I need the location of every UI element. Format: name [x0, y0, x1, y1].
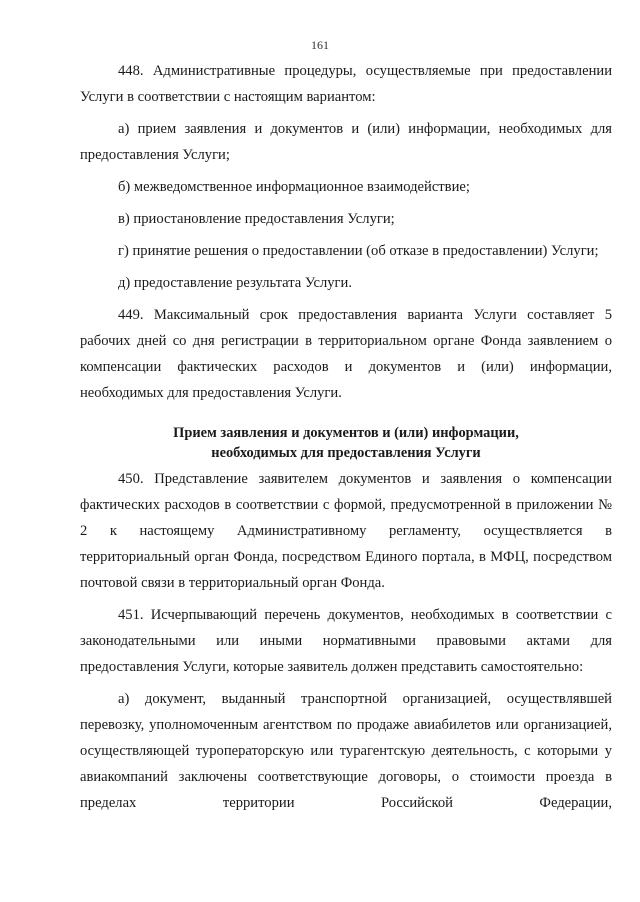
paragraph-448-a: а) прием заявления и документов и (или) информации, необходимых для предоставления Услуги;	[80, 121, 612, 163]
paragraph-448-d: г) принятие решения о предоставлении (об отказе в предоставлении) Услуги;	[118, 243, 599, 259]
body-text-top	[80, 58, 612, 406]
page-number: 161	[311, 38, 329, 52]
body-text-bottom	[80, 466, 612, 816]
paragraph-449: 449. Максимальный срок предоставления варианта Услуги составляет 5 рабочих дней со дня регистрации в территориальном органе Фонда заявлением о компенсации фактических расходов и документов и (или) информации, необходимых для предоставления Услуги.	[80, 307, 612, 401]
paragraph-451-a: а) документ, выданный транспортной организацией, осуществлявшей перевозку, уполномоченным агентством по продаже авиабилетов или организацией, осуществляющей туроператорскую или турагентскую деятельность, с которыми у авиакомпаний заключены соответствующие договоры, о стоимости проезда в пределах территории Российской Федерации,	[80, 691, 612, 811]
paragraph-448-e: д) предоставление результата Услуги.	[118, 275, 352, 291]
paragraph-451: 451. Исчерпывающий перечень документов, необходимых в соответствии с законодательными или иными нормативными правовыми актами для предоставления Услуги, которые заявитель должен представить самостоятельно:	[80, 607, 612, 675]
heading-line-2: необходимых для предоставления Услуги	[211, 445, 481, 461]
paragraph-448: 448. Административные процедуры, осуществляемые при предоставлении Услуги в соответствии с настоящим вариантом:	[80, 63, 612, 105]
paragraph-448-b: б) межведомственное информационное взаимодействие;	[118, 179, 470, 195]
paragraph-450: 450. Представление заявителем документов и заявления о компенсации фактических расходов в соответствии с формой, предусмотренной в приложении № 2 к настоящему Административному регламенту, осуществляется в территориальный орган Фонда, посредством Единого портала, в МФЦ, посредством почтовой связи в территориальный орган Фонда.	[80, 471, 612, 591]
section-heading	[80, 423, 612, 463]
heading-line-1: Прием заявления и документов и (или) информации,	[173, 425, 519, 441]
paragraph-448-c: в) приостановление предоставления Услуги;	[118, 211, 395, 227]
